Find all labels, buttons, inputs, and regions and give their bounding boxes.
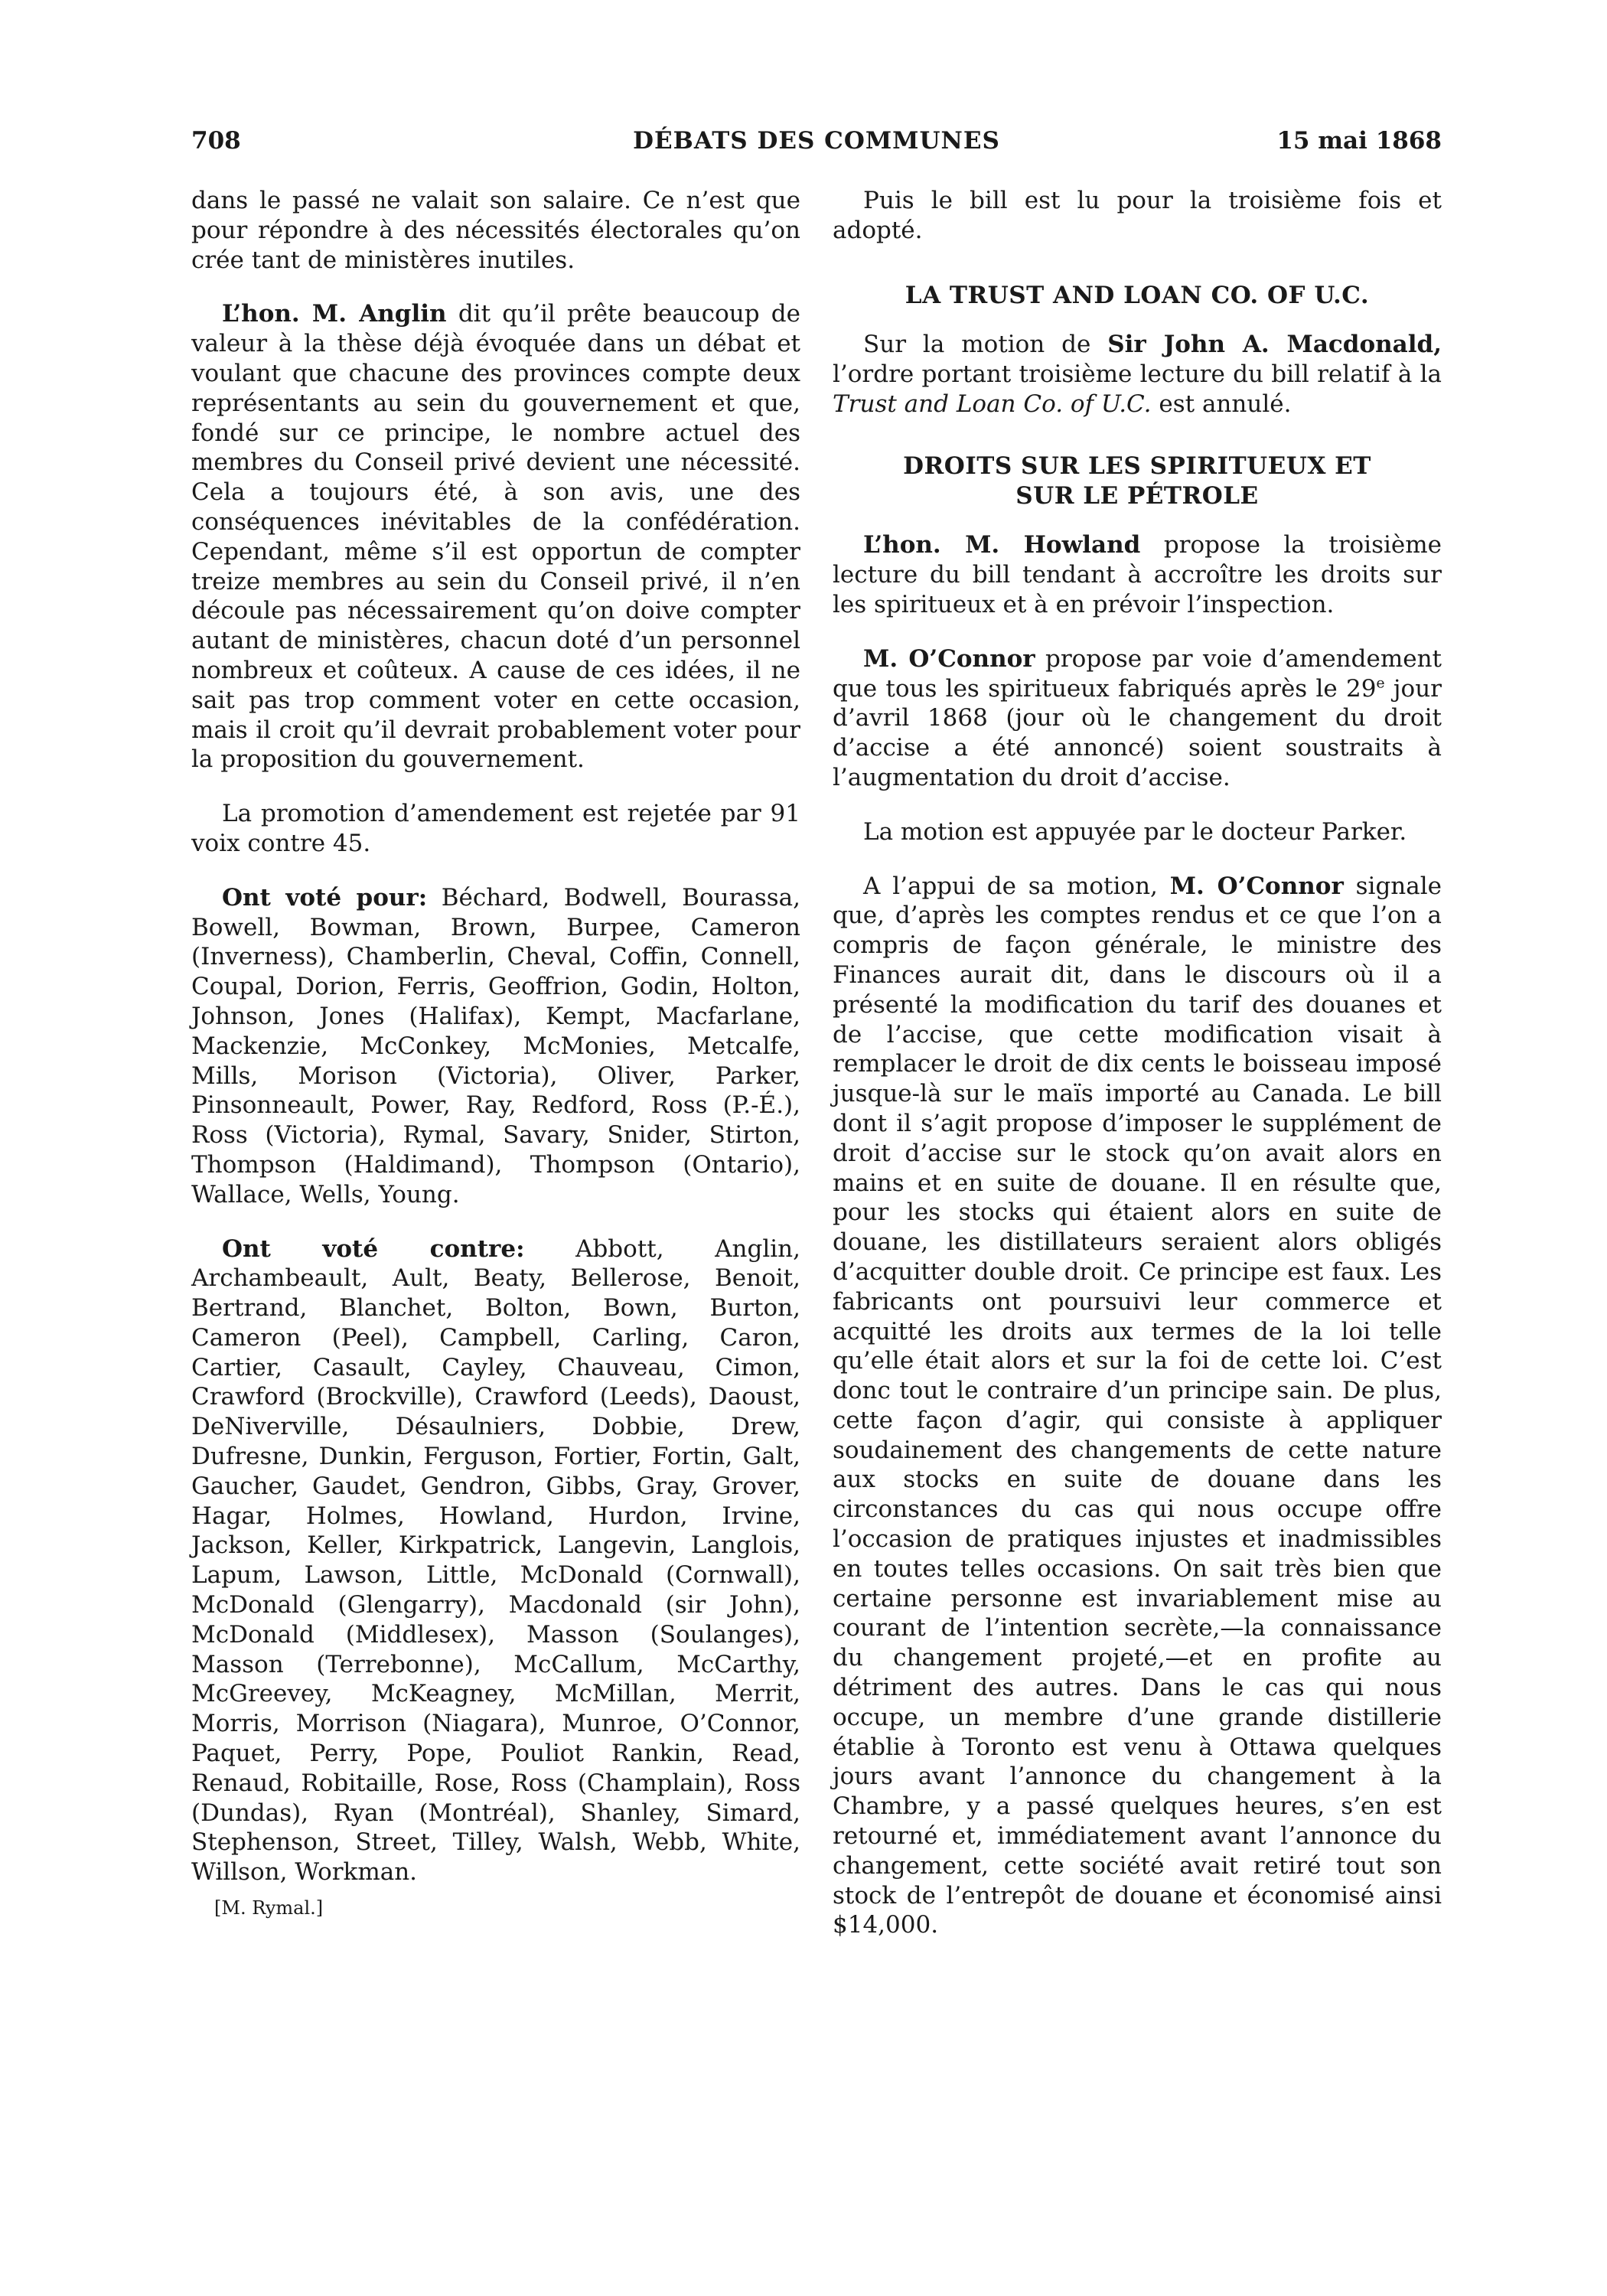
heading-line-2: SUR LE PÉTROLE xyxy=(1015,481,1259,510)
text-run: est annulé. xyxy=(1151,390,1292,418)
left-column xyxy=(191,186,800,1919)
paragraph-oconnor-amendment xyxy=(833,644,1442,793)
speaker-name: M. O’Connor xyxy=(1169,872,1344,900)
text-run: jour d’avril 1868 (jour où le changement du droit d’accise a été annoncé) soient soustraits à l’augmentation du droit d’accise. xyxy=(833,674,1442,791)
speaker-name: L’hon. M. Anglin xyxy=(222,300,447,328)
text-run: Sur la motion de xyxy=(863,331,1108,359)
text-run: l’ordre portant troisième lecture du bill relatif à la xyxy=(833,360,1442,389)
paragraph-continued: dans le passé ne valait son salaire. Ce n’est que pour répondre à des nécessités électorales qu’on crée tant de ministères inutiles. xyxy=(191,187,800,274)
speaker-name: M. O’Connor xyxy=(863,644,1035,673)
page-number: 708 xyxy=(191,127,241,155)
text-run: propose par voie d’amendement que tous les spiritueux fabriqués après le 29 xyxy=(833,644,1442,703)
right-column xyxy=(833,186,1442,1940)
nays-list: Abbott, Anglin, Archambeault, Ault, Beaty, Bellerose, Benoit, Bertrand, Blanchet, Bolton, Bown, Burton, Cameron (Peel), Campbell, Carling, Caron, Cartier, Casault, Cayley, Chauveau, Cimon, Crawford (Brockville), Crawford (Leeds), Daoust, DeNiverville, Désaulniers, Dobbie, Drew, Dufresne, Dunkin, Ferguson, Fortier, Fortin, Galt, Gaucher, Gaudet, Gendron, Gibbs, Gray, Grover, Hagar, Holmes, Howland, Hurdon, Irvine, Jackson, Keller, Kirkpatrick, Langevin, Langlois, Lapum, Lawson, Little, McDonald (Cornwall), McDonald (Glengarry), Macdonald (sir John), McDonald (Middlesex), Masson (Soulanges), Masson (Terrebonne), McCallum, McCarthy, McGreevey, McKeagney, McMillan, Merrit, Morris, Morrison (Niagara), Munroe, O’Connor, Paquet, Perry, Pope, Pouliot Rankin, Read, Renaud, Robitaille, Rose, Ross (Champlain), Ross (Dundas), Ryan (Montréal), Shanley, Simard, Stephenson, Street, Tilley, Walsh, Webb, White, Willson, Workman. xyxy=(191,1234,800,1887)
paragraph-vote-result: La promotion d’amendement est rejetée par 91 voix contre 45. xyxy=(191,800,800,857)
paragraph-motion-seconded: La motion est appuyée par le docteur Parker. xyxy=(863,817,1407,846)
speaker-name: Sir John A. Macdonald, xyxy=(1107,331,1442,359)
heading-line-1: DROITS SUR LES SPIRITUEUX ET xyxy=(903,452,1371,480)
paragraph-yeas xyxy=(191,883,800,1210)
paragraph-nays xyxy=(191,1234,800,1888)
section-heading-trust-loan: LA TRUST AND LOAN CO. OF U.C. xyxy=(905,281,1370,309)
paragraph-text: signale que, d’après les comptes rendus et ce que l’on a compris de façon générale, le ministre des Finances aurait dit, dans le discours où il a présenté la modification du tarif des douanes et de l’accise, que cette modification visait à remplacer le droit de dix cents le boisseau imposé jusque-là sur le maïs importé au Canada. Le bill dont il s’agit propose d’imposer le supplément de droit d’accise sur le stock qu’on avait alors en mains et en suite de douane. Il en résulte que, pour les stocks qui étaient alors en suite de douane, les distillateurs seraient alors obligés d’acquitter double droit. Ce principe est faux. Les fabricants ont poursuivi leur commerce et acquitté les droits aux termes de la loi telle qu’elle était alors et sur la foi de cette loi. C’est donc tout le contraire d’un principe sain. De plus, cette façon d’agir, qui consiste à appliquer soudainement des changements de cette nature aux stocks en suite de douane dans les circonstances du cas qui nous occupe offre l’occasion de pratiques injustes et inadmissibles en toutes telles occasions. On sait très bien que certaine personne est invariablement mise au courant de l’intention secrète,—la connaissance du changement projeté,—et en profite au détriment des autres. Dans le cas qui nous occupe, un membre d’une grande distillerie établie à Toronto est venu à Ottawa quelques jours avant l’annonce du changement à la Chambre, y a passé quelques heures, s’en est retourné et, immédiatement avant l’annonce du changement, cette société avait retiré tout son stock de l’entrepôt de douane et économisé ainsi $14,000. xyxy=(833,872,1442,1939)
speaker-marker: [M. Rymal.] xyxy=(214,1897,324,1919)
ordinal-superscript: e xyxy=(1376,674,1385,692)
running-title: DÉBATS DES COMMUNES xyxy=(633,127,1000,155)
speaker-name: L’hon. M. Howland xyxy=(863,531,1141,559)
yeas-list: Béchard, Bodwell, Bourassa, Bowell, Bowman, Brown, Burpee, Cameron (Inverness), Chamberlin, Cheval, Coffin, Connell, Coupal, Dorion, Ferris, Geoffrion, Godin, Holton, Johnson, Jones (Halifax), Kempt, Macfarlane, Mackenzie, McConkey, McMonies, Metcalfe, Mills, Morison (Victoria), Oliver, Parker, Pinsonneault, Power, Ray, Redford, Ross (P.-É.), Ross (Victoria), Rymal, Savary, Snider, Stirton, Thompson (Haldimand), Thompson (Ontario), Wallace, Wells, Young. xyxy=(191,883,800,1208)
paragraph-howland xyxy=(833,530,1442,619)
paragraph-macdonald-motion xyxy=(833,330,1442,419)
paragraph-anglin xyxy=(191,299,800,775)
page-date: 15 mai 1868 xyxy=(1276,127,1442,155)
company-name: Trust and Loan Co. of U.C. xyxy=(833,390,1152,418)
paragraph-text: propose la troisième lecture du bill tendant à accroître les droits sur les spiritueux et à en prévoir l’inspection. xyxy=(833,531,1442,618)
yeas-label: Ont voté pour: xyxy=(222,883,428,912)
section-heading-droits xyxy=(833,452,1442,511)
nays-label: Ont voté contre: xyxy=(222,1234,525,1263)
paragraph-text: dit qu’il prête beaucoup de valeur à la thèse déjà évoquée dans un débat et voulant que chacune des provinces compte deux représentants au sein du gouvernement et que, fondé sur ce principe, le nombre actuel des membres du Conseil privé devient une nécessité. Cela a toujours été, à son avis, une des conséquences inévitables de la confédération. Cependant, même s’il est opportun de compter treize membres au sein du Conseil privé, il n’en découle pas nécessairement qu’on doive compter autant de ministères, chacun doté d’un personnel nombreux et coûteux. A cause de ces idées, il ne sait pas trop comment voter en cette occasion, mais il croit qu’il devrait probablement voter pour la proposition du gouvernement. xyxy=(191,300,801,774)
paragraph-oconnor-speech xyxy=(833,872,1442,1941)
text-run: A l’appui de sa motion, xyxy=(863,872,1170,900)
paragraph-bill-adopted: Puis le bill est lu pour la troisième fois et adopté. xyxy=(833,187,1442,244)
page-header xyxy=(191,127,1442,161)
